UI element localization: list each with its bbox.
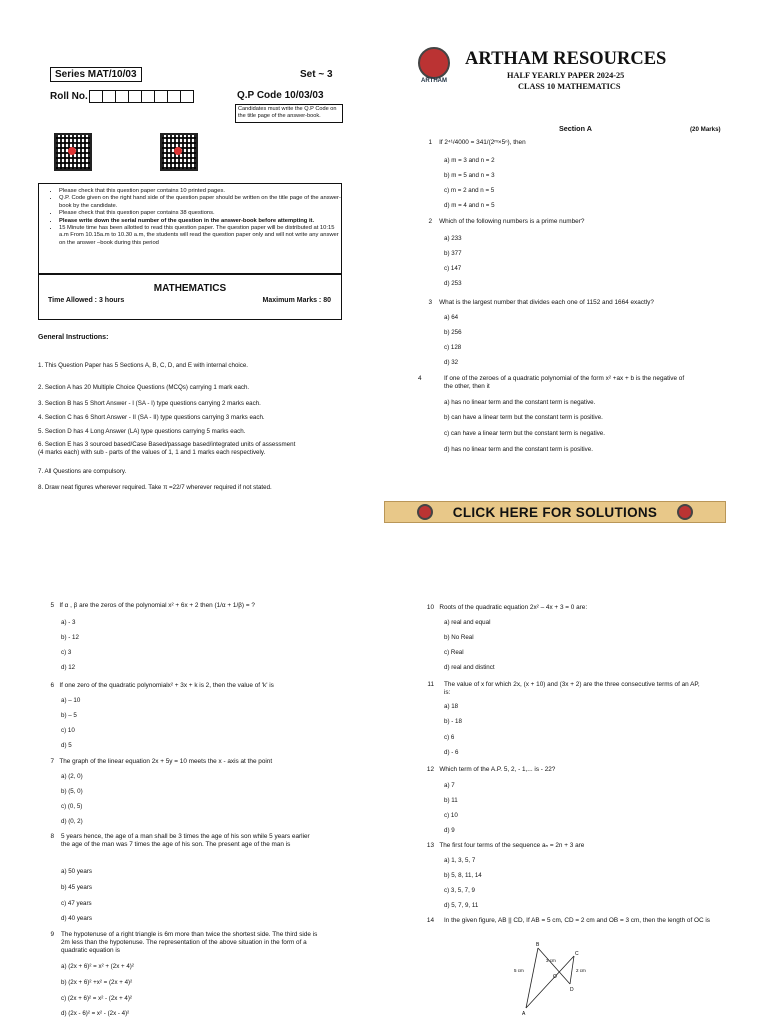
option: d) m = 4 and n = 5 — [444, 202, 495, 209]
solutions-banner-text[interactable]: CLICK HERE FOR SOLUTIONS — [452, 504, 658, 520]
option: c) 3, 5, 7, 9 — [444, 887, 475, 894]
option: b) 5, 8, 11, 14 — [444, 872, 482, 879]
question-11: The value of x for which 2x, (x + 10) and (3x + 2) are the three consecutive terms of an AP, is: — [444, 681, 700, 696]
option: a) (2x + 6)² = x² + (2x + 4)² — [61, 963, 134, 970]
parallel-lines-figure — [508, 938, 590, 1018]
subject-title: MATHEMATICS — [153, 283, 227, 294]
question-10: 10 Roots of the quadratic equation 2x² – 4x + 3 = 0 are: — [426, 604, 588, 611]
option: c) (2x + 6)² = x² - (2x + 4)² — [61, 995, 132, 1002]
label-b: B — [536, 942, 540, 948]
instruction-item: • Please check that this question paper contains 38 questions. — [59, 210, 341, 217]
option: b) - 12 — [61, 634, 79, 641]
label-a: A — [522, 1011, 526, 1017]
logo-emblem-icon — [417, 504, 433, 520]
roll-no — [50, 90, 194, 103]
class-title: CLASS 10 MATHEMATICS — [518, 82, 621, 91]
option: d) 253 — [444, 280, 462, 287]
option: a) (2, 0) — [61, 773, 83, 780]
general-item: 3. Section B has 5 Short Answer - I (SA - I) type questions carrying 2 marks each. — [38, 400, 261, 407]
option: c) 147 — [444, 265, 462, 272]
option: c) (0, 5) — [61, 803, 83, 810]
roll-no-cells — [90, 90, 194, 103]
option: c) m = 2 and n = 5 — [444, 187, 495, 194]
option: c) 6 — [444, 734, 455, 741]
option: d) real and distinct — [444, 664, 495, 671]
option: d) (0, 2) — [61, 818, 83, 825]
time-allowed: Time Allowed : 3 hours — [48, 297, 125, 304]
question-13: 13 The first four terms of the sequence aₙ = 2n + 3 are — [426, 842, 585, 849]
qr-code-left — [54, 133, 92, 171]
set-label: Set ~ 3 — [300, 69, 333, 80]
option: d) has no linear term and the constant term is positive. — [444, 446, 593, 453]
solutions-banner[interactable] — [384, 501, 726, 523]
section-a-marks: (20 Marks) — [690, 126, 721, 133]
label-cd: 2 cm — [576, 968, 586, 973]
option: b) (2x + 6)² +x² = (2x + 4)² — [61, 979, 133, 986]
option: d) 9 — [444, 827, 455, 834]
option: d) 12 — [61, 664, 76, 671]
option: c) 128 — [444, 344, 462, 351]
option: b) 256 — [444, 329, 462, 336]
option: d) - 6 — [444, 749, 459, 756]
option: d) 40 years — [61, 915, 92, 922]
question-8: 5 years hence, the age of a man shall be 3 times the age of his son while 5 years earlier the age of the man was 7 times the age of his son. The present age of the man is — [61, 833, 310, 848]
option: a) 64 — [444, 314, 459, 321]
option: b) can have a linear term but the constant term is positive. — [444, 414, 603, 421]
general-item: 6. Section E has 3 sourced based/Case Based/passage based/integrated units of assessment (4 marks each) with sub - parts of the values of 1, 1 and 1 marks each respectively. — [38, 441, 296, 456]
qr-code-right — [160, 133, 198, 171]
option: d) 5, 7, 9, 11 — [444, 902, 479, 909]
option: a) 18 — [444, 703, 459, 710]
option: a) real and equal — [444, 619, 491, 626]
question-14: In the given figure, AB || CD, If AB = 5 cm, CD = 2 cm and OB = 3 cm, then the length of OC is — [444, 917, 710, 924]
question-4-number: 4 — [418, 375, 422, 382]
option: a) 233 — [444, 235, 462, 242]
subject-box — [38, 273, 342, 320]
option: c) Real — [444, 649, 464, 656]
question-12: 12 Which term of the A.P. 5, 2, - 1,... is - 22? — [426, 766, 556, 773]
instruction-item: • Please check that this question paper contains 10 printed pages. — [59, 188, 341, 195]
label-d: D — [570, 987, 574, 993]
logo-emblem-icon — [418, 47, 450, 79]
question-7: 7 The graph of the linear equation 2x + 5y = 10 meets the x - axis at the point — [50, 758, 273, 765]
series-box — [50, 67, 142, 82]
instruction-item: • Q.P. Code given on the right hand side of the question paper should be written on the title page of the answer-book by the candidate. — [59, 195, 341, 210]
question-2: 2 Which of the following numbers is a prime number? — [428, 218, 585, 225]
option: b) (5, 0) — [61, 788, 83, 795]
question-1: 1 If 2⁴¹/4000 = 341/(2ᵐ×5ⁿ), then — [428, 139, 526, 146]
question-8-number: 8 — [50, 833, 54, 840]
option: b) - 18 — [444, 718, 462, 725]
general-title: General Instructions: — [38, 334, 109, 341]
brand-name: ARTHAM RESOURCES — [465, 49, 667, 69]
series-text: Series MAT/10/03 — [55, 69, 137, 80]
artham-logo — [412, 47, 456, 91]
question-9-number: 9 — [50, 931, 54, 938]
question-6: 6 If one zero of the quadratic polynomialx² + 3x + k is 2, then the value of 'k' is — [50, 682, 274, 689]
label-ab: 5 cm — [514, 968, 524, 973]
question-5: 5 If α , β are the zeros of the polynomial x² + 6x + 2 then (1/α + 1/β) = ? — [50, 602, 255, 609]
option: d) (2x - 6)² = x² - (2x - 4)² — [61, 1010, 130, 1017]
general-item: 5. Section D has 4 Long Answer (LA) type questions carrying 5 marks each. — [38, 428, 246, 435]
general-item: 2. Section A has 20 Multiple Choice Questions (MCQs) carrying 1 mark each. — [38, 384, 250, 391]
qp-note: Candidates must write the Q.P Code on the title page of the answer-book. — [235, 104, 343, 123]
instructions-box — [38, 183, 342, 275]
option: c) 47 years — [61, 900, 92, 907]
general-item: 7. All Questions are compulsory. — [38, 468, 127, 475]
section-a-title: Section A — [559, 124, 592, 133]
qp-code: Q.P Code 10/03/03 — [237, 90, 324, 101]
option: b) 11 — [444, 797, 458, 804]
option: a) 50 years — [61, 868, 92, 875]
roll-no-label: Roll No. — [50, 91, 88, 102]
max-marks: Maximum Marks : 80 — [262, 297, 331, 304]
logo-emblem-icon — [677, 504, 693, 520]
paper-title: HALF YEARLY PAPER 2024-25 — [507, 71, 625, 80]
option: d) 32 — [444, 359, 459, 366]
instruction-item: • 15 Minute time has been allotted to read this question paper. The question paper will be distributed at 10:15 a.m From 10.15a.m to 10.30 a.m, the students will read the question paper only and will not write any answer on the answer –book during this period — [59, 225, 341, 247]
option: b) m = 5 and n = 3 — [444, 172, 495, 179]
general-item: 1. This Question Paper has 5 Sections A, B, C, D, and E with internal choice. — [38, 362, 249, 369]
label-ob: 3 cm — [546, 958, 556, 963]
option: a) m = 3 and n = 2 — [444, 157, 495, 164]
option: a) - 3 — [61, 619, 76, 626]
logo-text: ARTHAM — [421, 78, 447, 84]
question-4: If one of the zeroes of a quadratic polynomial of the form x² +ax + b is the negative of the other, then it — [444, 375, 685, 390]
option: a) 7 — [444, 782, 455, 789]
option: b) 377 — [444, 250, 462, 257]
option: c) 10 — [444, 812, 458, 819]
option: b) No Real — [444, 634, 474, 641]
question-14-number: 14 — [426, 917, 434, 924]
question-3: 3 What is the largest number that divides each one of 1152 and 1664 exactly? — [428, 299, 654, 306]
general-item: 4. Section C has 6 Short Answer - II (SA - II) type questions carrying 3 marks each. — [38, 414, 265, 421]
option: c) 3 — [61, 649, 72, 656]
option: c) 10 — [61, 727, 75, 734]
option: a) – 10 — [61, 697, 81, 704]
option: a) has no linear term and the constant term is negative. — [444, 399, 596, 406]
general-item: 8. Draw neat figures wherever required. Take π =22/7 wherever required if not stated. — [38, 484, 272, 491]
instruction-item: • Please write down the serial number of the question in the answer-book before attempting it. — [59, 218, 341, 225]
question-11-number: 11 — [427, 681, 434, 688]
option: c) can have a linear term but the constant term is negative. — [444, 430, 605, 437]
question-9: The hypotenuse of a right triangle is 6m more than twice the shortest side. The third side is 2m less than the hypotenuse. The representation of the above situation in the form of a quadratic equation is — [61, 931, 318, 954]
option: b) – 5 — [61, 712, 77, 719]
option: b) 45 years — [61, 884, 92, 891]
label-o: O — [553, 974, 557, 980]
option: d) 5 — [61, 742, 72, 749]
option: a) 1, 3, 5, 7 — [444, 857, 476, 864]
label-c: C — [575, 951, 579, 957]
